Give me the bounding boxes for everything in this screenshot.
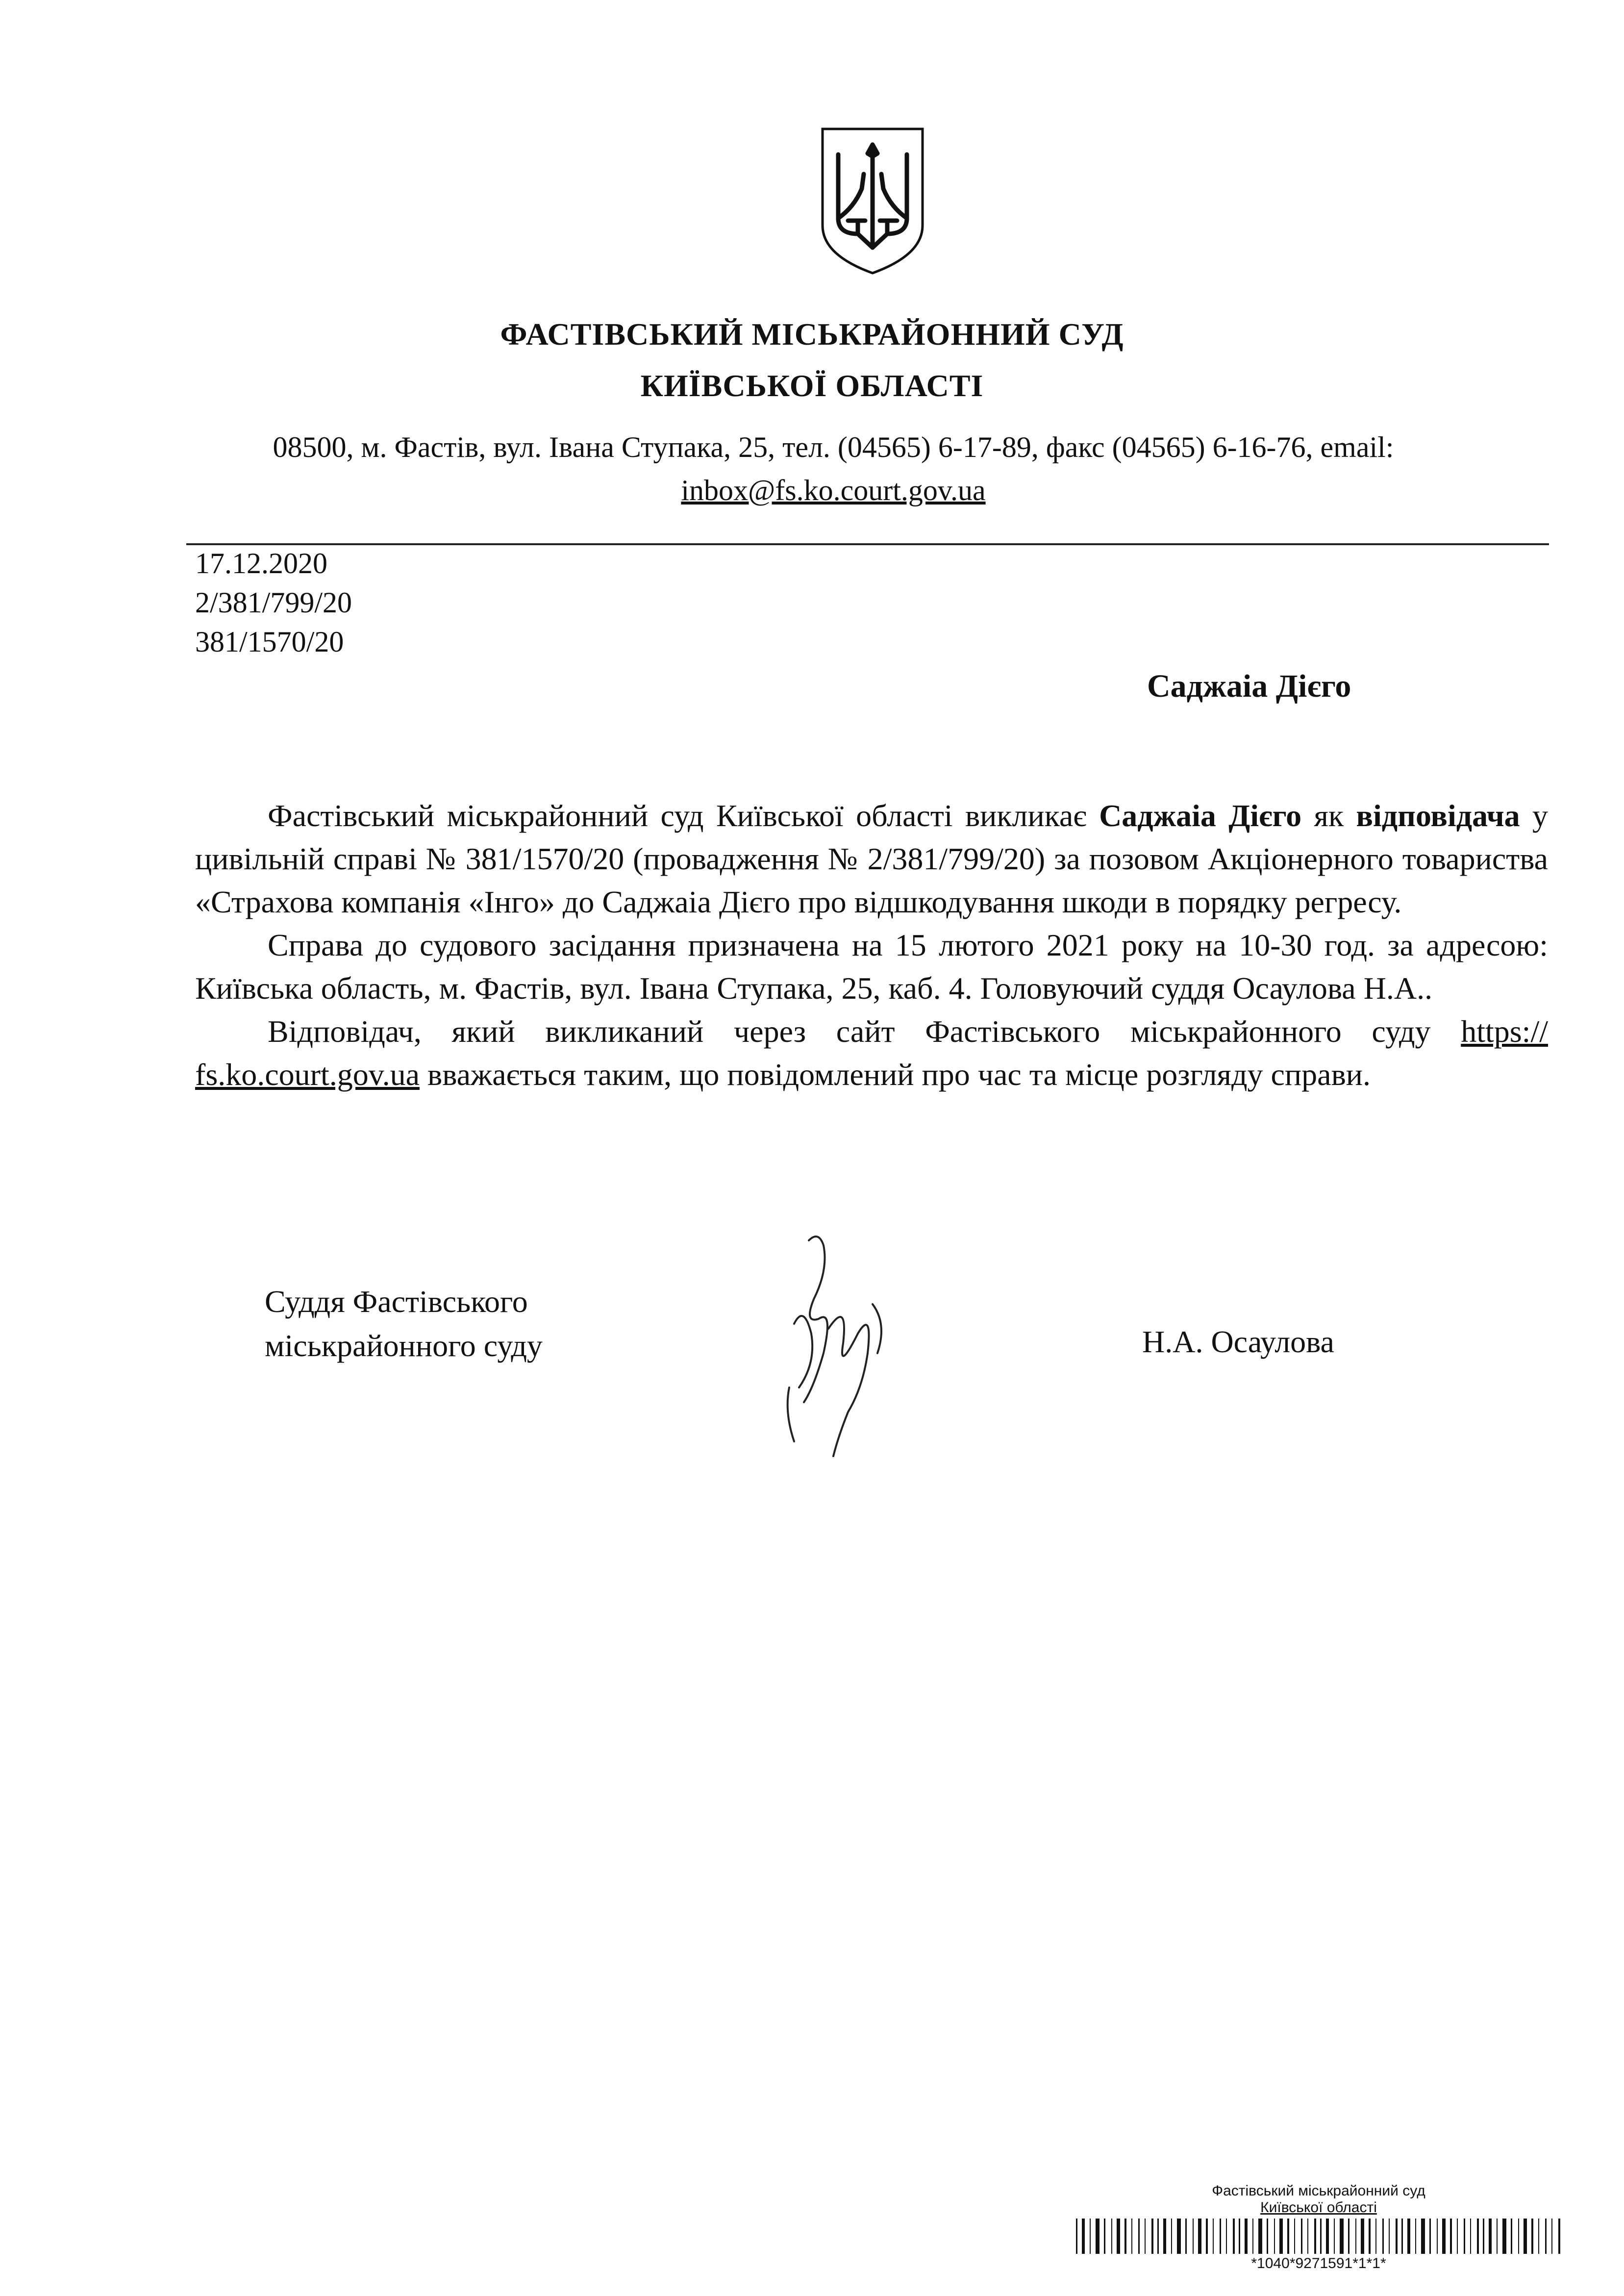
p3-text-a: Відповідач, який викликаний через сайт Фастівського міськрайонного суду [268,1014,1461,1049]
address-text: 08500, м. Фастів, вул. Івана Ступака, 25, тел. (04565) 6-17-89, факс (04565) 6-16-76, email: [273,431,1394,463]
body-paragraph-2: Справа до судового засідання призначена на 15 лютого 2021 року на 10-30 год. за адресою: Київська область, м. Фастів, вул. Івана Ступака, 25, каб. 4. Головуючий суддя Осаулова Н.А.. [195,928,1548,1006]
addressee-name: Саджаіа Дієго [1147,668,1351,704]
court-address [147,426,1520,512]
p1-role: відповідача [1356,798,1520,833]
p1-text-b: як [1301,798,1356,833]
registration-stamp [1074,2183,1564,2216]
body-paragraph-3 [195,1010,1548,1096]
header-divider [186,543,1549,545]
letter-body [195,794,1548,1096]
court-name-line1: ФАСТІВСЬКИЙ МІСЬКРАЙОННИЙ СУД [500,317,1124,352]
trident-icon [819,125,926,277]
signer-name: Н.А. Осаулова [1142,1324,1334,1359]
p3-text-b: вважається таким, що повідомлений про час та місце розгляду справи. [419,1057,1371,1092]
court-name-line2: КИЇВСЬКОЇ ОБЛАСТІ [640,368,984,403]
handwritten-signature [775,1226,902,1471]
body-paragraph-1 [195,794,1548,924]
p1-text-a: Фастівський міськрайонний суд Київської області викликає [268,798,1099,833]
case-number: 381/1570/20 [195,626,344,658]
court-website-link[interactable]: https:// fs.ko.court.gov.ua [195,1014,1548,1092]
signer-title-line2: міськрайонного суду [265,1328,543,1363]
stamp-line1: Фастівський міськрайонний суд [1212,2183,1425,2199]
email-link[interactable]: inbox@fs.ko.court.gov.ua [681,474,986,506]
proceeding-number: 2/381/799/20 [195,586,352,619]
p1-defendant-name: Саджаіа Дієго [1099,798,1302,833]
barcode [1076,2219,1561,2254]
barcode-number: *1040*9271591*1*1* [1251,2255,1386,2271]
signer-title [265,1280,543,1368]
document-date: 17.12.2020 [195,547,327,580]
p1-text-c: у цивільній справі № 381/1570/20 (провадження № 2/381/799/20) за позовом Акціонерного товариства «Страхова компанія «Інго» до Саджаіа Дієго про відшкодування шкоди в порядку регресу. [195,798,1549,919]
signer-title-line1: Суддя Фастівського [265,1284,528,1319]
stamp-line2: Київської області [1260,2199,1377,2216]
